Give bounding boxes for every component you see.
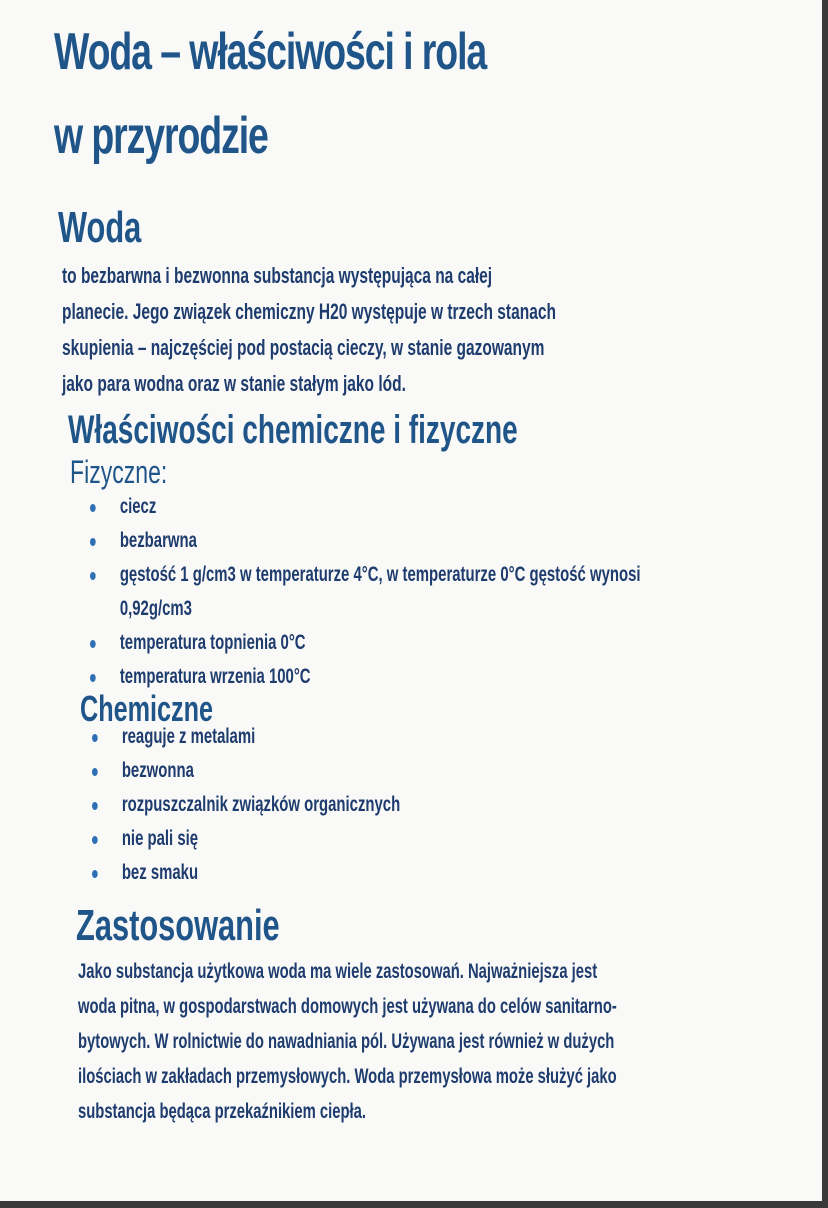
list-item-label: bezwonna [121, 759, 194, 782]
woda-paragraph-line: skupienia – najczęściej pod postacią cieczy, w stanie gazowanym [62, 335, 545, 360]
list-item-label: ciecz [119, 495, 157, 518]
woda-paragraph-line: planecie. Jego związek chemiczny H20 występuje w trzech stanach [62, 299, 556, 324]
chemical-properties-list [92, 720, 400, 890]
physical-properties-list [90, 490, 641, 694]
list-item [90, 558, 641, 592]
woda-paragraph-line: jako para wodna oraz w stanie stałym jako lód. [62, 371, 406, 396]
bullet-icon [90, 538, 96, 546]
applications-paragraph-line: Jako substancja użytkowa woda ma wiele zastosowań. Najważniejsza jest [78, 960, 598, 983]
woda-paragraph-line: to bezbarwna i bezwonna substancja występująca na całej [62, 263, 493, 288]
list-item-label: nie pali się [121, 827, 199, 850]
applications-paragraph-line: substancja będąca przekaźnikiem ciepła. [78, 1100, 367, 1123]
bullet-icon [92, 870, 98, 878]
list-item [92, 720, 400, 754]
properties-heading: Właściwości chemiczne i fizyczne [68, 408, 518, 452]
list-item-label: temperatura topnienia 0°C [119, 631, 306, 654]
list-item-label: bez smaku [121, 861, 199, 884]
page-title-line-1: Woda – właściwości i rola [54, 23, 487, 81]
applications-heading: Zastosowanie [76, 901, 280, 950]
list-item [90, 490, 641, 524]
applications-paragraph [78, 954, 617, 1129]
list-item-label: temperatura wrzenia 100°C [119, 665, 311, 688]
applications-paragraph-line: woda pitna, w gospodarstwach domowych jest używana do celów sanitarno- [78, 995, 617, 1018]
list-item-label: gęstość 1 g/cm3 w temperaturze 4°C, w temperaturze 0°C gęstość wynosi [119, 563, 641, 586]
bullet-icon [92, 802, 98, 810]
woda-heading: Woda [58, 203, 142, 252]
bullet-icon [92, 768, 98, 776]
bullet-icon [90, 504, 96, 512]
page-title-line-2: w przyrodzie [54, 107, 268, 165]
applications-paragraph-line: ilościach w zakładach przemysłowych. Woda przemysłowa może służyć jako [78, 1065, 617, 1088]
page-title [54, 10, 760, 178]
applications-paragraph-line: bytowych. W rolnictwie do nawadniania pól. Używana jest również w dużych [78, 1030, 615, 1053]
list-item-continuation [90, 592, 641, 626]
bullet-icon [92, 836, 98, 844]
bullet-icon [90, 674, 96, 682]
woda-paragraph [62, 258, 556, 402]
chemical-heading: Chemiczne [80, 688, 214, 729]
list-item-label: 0,92g/cm3 [119, 597, 192, 620]
list-item [92, 788, 400, 822]
bullet-icon [90, 640, 96, 648]
list-item [90, 524, 641, 558]
list-item-label: reaguje z metalami [121, 725, 256, 748]
list-item-label: rozpuszczalnik związków organicznych [121, 793, 401, 816]
list-item [90, 626, 641, 660]
bullet-icon [90, 572, 96, 580]
list-item [92, 856, 400, 890]
list-item [92, 754, 400, 788]
physical-heading: Fizyczne: [70, 454, 168, 490]
list-item-label: bezbarwna [119, 529, 197, 552]
list-item [92, 822, 400, 856]
bullet-icon [92, 734, 98, 742]
